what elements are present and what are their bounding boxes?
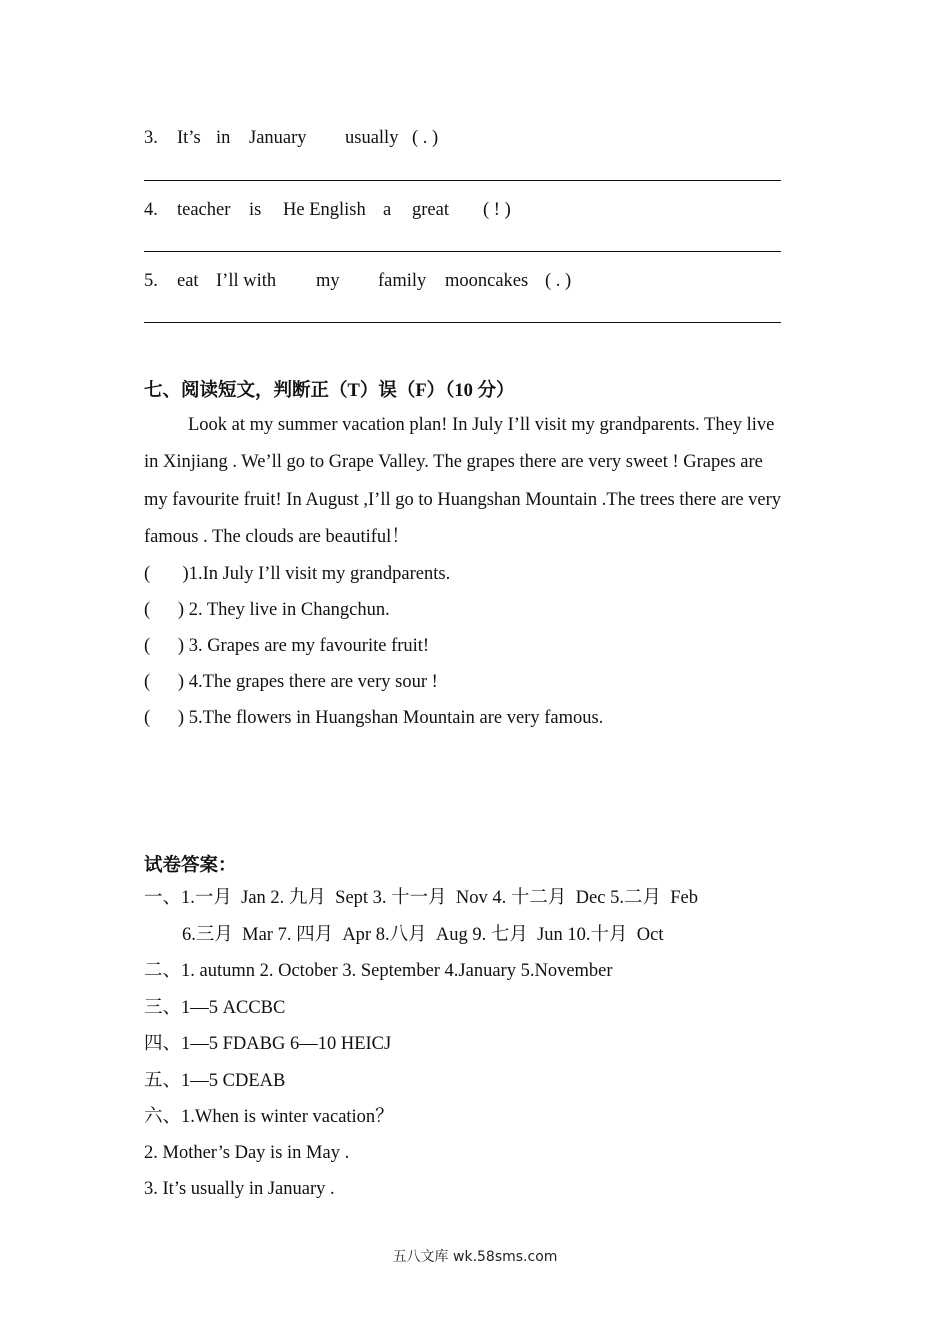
word: is (249, 200, 262, 220)
answer-line (144, 322, 781, 323)
answers-heading: 试卷答案： (144, 856, 237, 876)
item-number: 3. (144, 128, 158, 148)
punctuation-hint: ( . ) (545, 271, 572, 291)
answer-line-text: 3. It’s usually in January . (144, 1179, 335, 1199)
word: in (216, 128, 231, 148)
section-heading: 七、阅读短文，判断正（T）误（F）（10 分） (144, 381, 515, 401)
word: mooncakes (445, 271, 529, 291)
statement: ( ) 3. Grapes are my favourite fruit! (144, 636, 430, 656)
answer-line-text: 二、1. autumn 2. October 3. September 4.January 5.November (144, 961, 613, 981)
word: family (378, 271, 427, 291)
word: I’ll with (216, 271, 277, 291)
word: teacher (177, 200, 231, 220)
statement: ( ) 2. They live in Changchun. (144, 600, 390, 620)
word: It’s (177, 128, 201, 148)
word: He English (283, 200, 366, 220)
passage-line: famous . The clouds are beautiful！ (144, 527, 410, 547)
statement: ( )1.In July I’ll visit my grandparents. (144, 564, 451, 584)
answer-line-text: 6.三月 Mar 7. 四月 Apr 8.八月 Aug 9. 七月 Jun 10.十月 Oct (182, 925, 664, 945)
item-number: 5. (144, 271, 158, 291)
word: a (383, 200, 392, 220)
answer-line-text: 六、1.When is winter vacation？ (144, 1107, 394, 1127)
answer-line (144, 251, 781, 252)
item-number: 4. (144, 200, 158, 220)
statement: ( ) 5.The flowers in Huangshan Mountain are very famous. (144, 708, 604, 728)
answer-line-text: 一、1.一月 Jan 2. 九月 Sept 3. 十一月 Nov 4. 十二月 Dec 5.二月 Feb (144, 888, 698, 908)
word: usually (345, 128, 399, 148)
word: eat (177, 271, 199, 291)
punctuation-hint: ( ! ) (483, 200, 511, 220)
statement: ( ) 4.The grapes there are very sour ! (144, 672, 438, 692)
passage-line: Look at my summer vacation plan! In July I’ll visit my grandparents. They live (188, 415, 775, 435)
word: January (249, 128, 307, 148)
answer-line-text: 五、1—5 CDEAB (144, 1071, 286, 1091)
answer-line (144, 180, 781, 181)
word: great (412, 200, 449, 220)
passage-line: my favourite fruit! In August ,I’ll go to Huangshan Mountain .The trees there are very (144, 490, 782, 510)
answer-line-text: 2. Mother’s Day is in May . (144, 1143, 350, 1163)
punctuation-hint: ( . ) (412, 128, 439, 148)
answer-line-text: 四、1—5 FDABG 6—10 HEICJ (144, 1034, 392, 1054)
answer-line-text: 三、1—5 ACCBC (144, 998, 286, 1018)
passage-line: in Xinjiang . We’ll go to Grape Valley. The grapes there are very sweet ! Grapes are (144, 452, 763, 472)
word: my (316, 271, 340, 291)
page-footer: 五八文库 wk.58sms.com (392, 1249, 558, 1265)
